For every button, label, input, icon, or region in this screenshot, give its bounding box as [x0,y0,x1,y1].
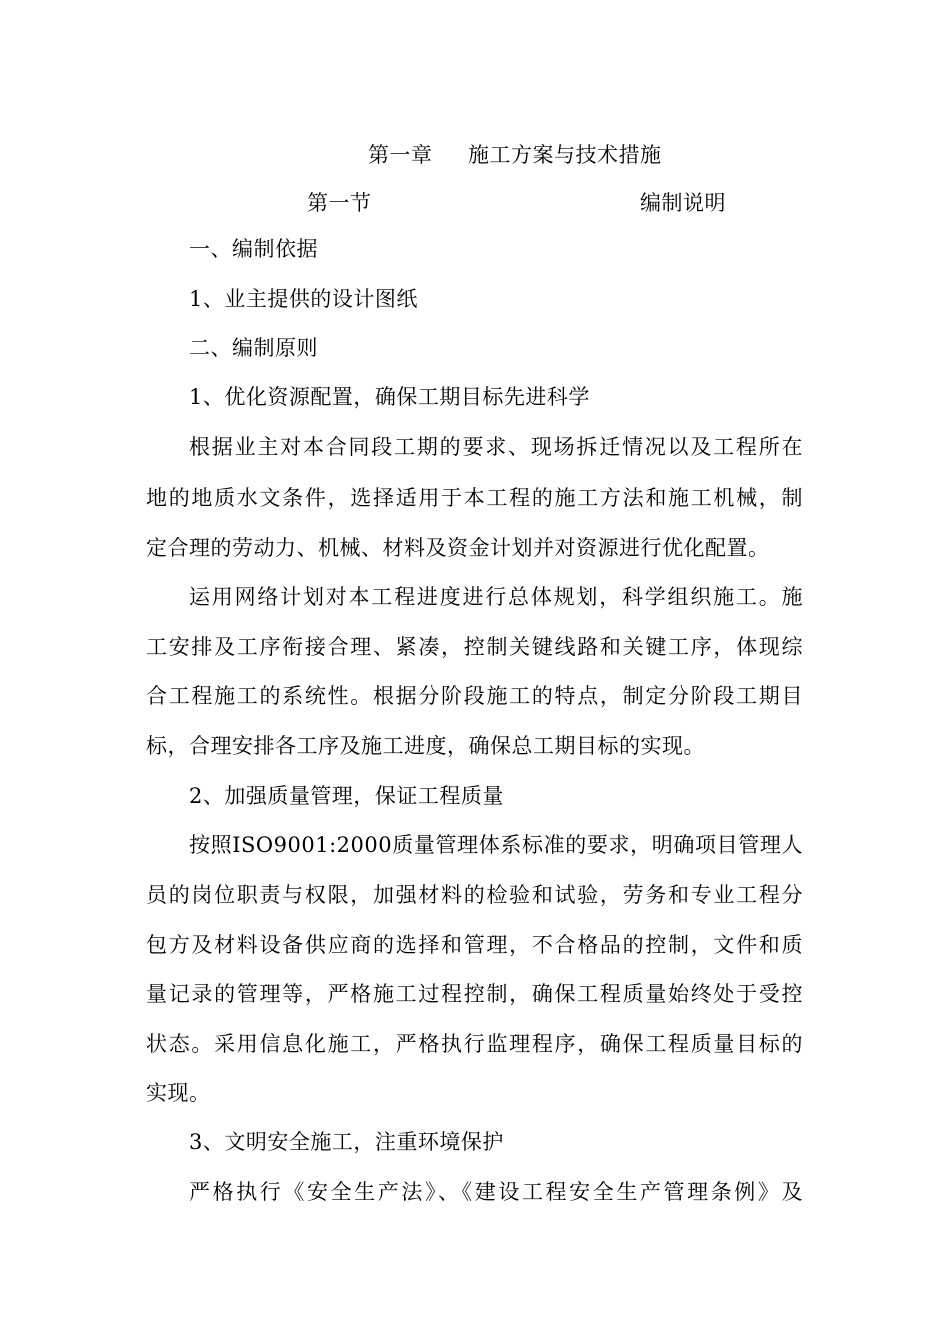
paragraph-line: 地的地质水文条件，选择适用于本工程的施工方法和施工机械，制 [146,486,803,510]
paragraph-line: 标，合理安排各工序及施工进度，确保总工期目标的实现。 [146,734,705,758]
chapter-number: 第一章 [368,143,433,167]
paragraph-line: 量记录的管理等，严格施工过程控制，确保工程质量始终处于受控 [146,982,803,1006]
paragraph-line: 运用网络计划对本工程进度进行总体规划，科学组织施工。施 [189,585,803,609]
heading-principles: 二、编制原则 [189,336,318,360]
paragraph-line: 严格执行《安全生产法》、《建设工程安全生产管理条例》及 [189,1180,803,1204]
heading-basis: 一、编制依据 [189,237,318,261]
paragraph-line: 员的岗位职责与权限，加强材料的检验和试验，劳务和专业工程分 [146,883,803,907]
subheading: 2、加强质量管理，保证工程质量 [189,784,504,808]
paragraph-line: 按照ISO9001:2000质量管理体系标准的要求，明确项目管理人 [189,833,803,857]
paragraph-line: 定合理的劳动力、机械、材料及资金计划并对资源进行优化配置。 [146,536,770,560]
subheading: 3、文明安全施工，注重环境保护 [189,1130,504,1154]
list-item: 1、业主提供的设计图纸 [189,287,418,311]
paragraph-line: 工安排及工序衔接合理、紧凑，控制关键线路和关键工序，体现综 [146,635,803,659]
section-number: 第一节 [307,191,372,215]
paragraph-line: 根据业主对本合同段工期的要求、现场拆迁情况以及工程所在 [189,435,803,459]
paragraph-line: 实现。 [146,1081,211,1105]
paragraph-line: 状态。采用信息化施工，严格执行监理程序，确保工程质量目标的 [146,1032,803,1056]
section-title: 编制说明 [640,191,726,215]
paragraph-line: 包方及材料设备供应商的选择和管理，不合格品的控制，文件和质 [146,933,803,957]
paragraph-line: 合工程施工的系统性。根据分阶段施工的特点，制定分阶段工期目 [146,684,803,708]
subheading: 1、优化资源配置，确保工期目标先进科学 [189,385,590,409]
chapter-title: 施工方案与技术措施 [468,143,662,167]
